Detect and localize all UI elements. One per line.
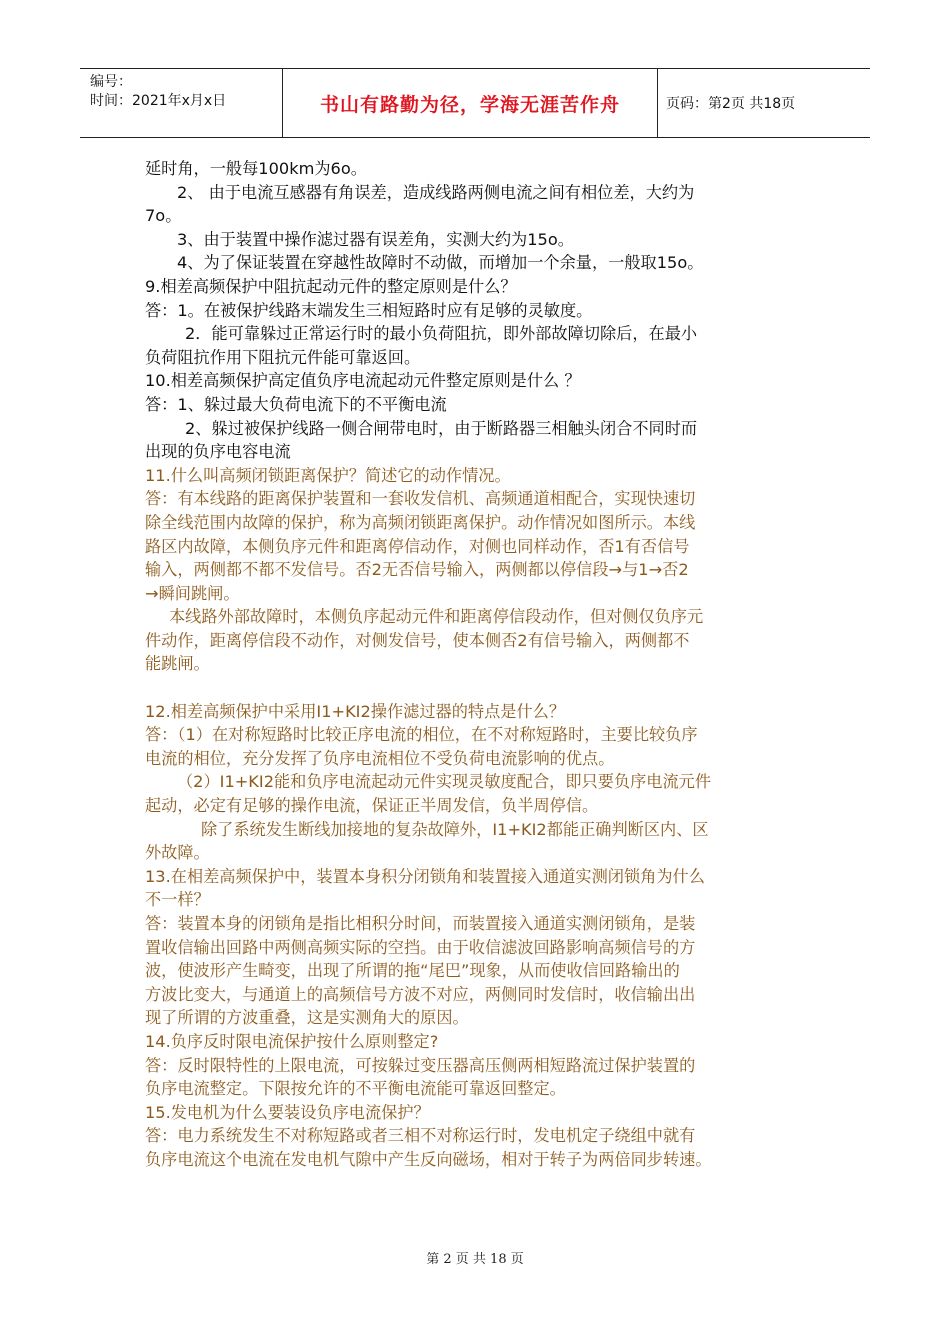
text-line: 9.相差高频保护中阻抗起动元件的整定原则是什么？ xyxy=(145,276,517,296)
text-line: 10.相差高频保护高定值负序电流起动元件整定原则是什么 ？ xyxy=(145,371,581,391)
document-body xyxy=(145,157,813,1172)
text-line: 负荷阻抗作用下阻抗元件能可靠返回。 xyxy=(145,347,421,367)
document-number: 编号： xyxy=(90,74,132,90)
text-line: 答：1。在被保护线路末端发生三相短路时应有足够的灵敏度。 xyxy=(145,300,593,320)
text-line: 现了所谓的方波重叠，这是实测角大的原因。 xyxy=(145,1008,469,1028)
text-line: 置收信输出回路中两侧高频实际的空挡。由于收信滤波回路影响高频信号的方 xyxy=(145,937,696,957)
text-line: 件动作，距离停信段不动作，对侧发信号，使本侧否2有信号输入，两侧都不 xyxy=(145,630,690,650)
document-date: 时间：2021年x月x日 xyxy=(90,93,227,109)
text-line: 方波比变大，与通道上的高频信号方波不对应，两侧同时发信时，收信输出出 xyxy=(145,984,696,1004)
page-footer: 第 2 页 共 18 页 xyxy=(426,1252,524,1267)
text-line: 除了系统发生断线加接地的复杂故障外，I1+KI2都能正确判断区内、区 xyxy=(201,819,709,839)
text-line: 延时角，一般每100km为6o。 xyxy=(145,159,367,178)
text-line: 路区内故障，本侧负序元件和距离停信动作，对侧也同样动作，否1有否信号 xyxy=(145,536,690,556)
text-line: 3、由于装置中操作滤过器有误差角，实测大约为15o。 xyxy=(177,229,574,249)
text-line: 4、为了保证装置在穿越性故障时不动做，而增加一个余量，一般取15o。 xyxy=(177,253,704,273)
text-line: 12.相差高频保护中采用I1+KI2操作滤过器的特点是什么？ xyxy=(145,701,566,721)
text-line: 2、躲过被保护线路一侧合闸带电时，由于断路器三相触头闭合不同时而 xyxy=(185,418,698,438)
header-page-info: 页码：第2页 共18页 xyxy=(666,96,796,112)
text-line: 答：电力系统发生不对称短路或者三相不对称运行时，发电机定子绕组中就有 xyxy=(145,1126,696,1146)
text-line: →瞬间跳闸。 xyxy=(145,583,240,603)
text-line: 出现的负序电容电流 xyxy=(145,442,291,462)
text-line: 14.负序反时限电流保护按什么原则整定? xyxy=(145,1031,439,1051)
text-line: 负序电流这个电流在发电机气隙中产生反向磁场，相对于转子为两倍同步转速。 xyxy=(145,1149,712,1169)
header-motto: 书山有路勤为径，学海无涯苦作舟 xyxy=(283,69,658,137)
text-line: 外故障。 xyxy=(145,843,210,863)
text-line: 答：1、躲过最大负荷电流下的不平衡电流 xyxy=(145,394,447,414)
text-line: 电流的相位，充分发挥了负序电流相位不受负荷电流影响的优点。 xyxy=(145,748,615,768)
text-line: 2．能可靠躲过正常运行时的最小负荷阻抗，即外部故障切除后，在最小 xyxy=(185,324,698,344)
text-line: 除全线范围内故障的保护，称为高频闭锁距离保护。动作情况如图所示。本线 xyxy=(145,512,696,532)
page-header xyxy=(80,68,870,138)
text-line: 答：有本线路的距离保护装置和一套收发信机、高频通道相配合，实现快速切 xyxy=(145,489,696,509)
text-line: 答：（1）在对称短路时比较正序电流的相位，在不对称短路时，主要比较负序 xyxy=(145,725,698,745)
text-line: 11.什么叫高频闭锁距离保护？简述它的动作情况。 xyxy=(145,465,511,485)
text-line: 起动，必定有足够的操作电流，保证正半周发信，负半周停信。 xyxy=(145,796,599,816)
blank-line xyxy=(145,676,813,700)
text-line: 答：反时限特性的上限电流，可按躲过变压器高压侧两相短路流过保护装置的 xyxy=(145,1055,696,1075)
text-line: 能跳闸。 xyxy=(145,654,210,674)
text-line: 13.在相差高频保护中，装置本身积分闭锁角和装置接入通道实测闭锁角为什么 xyxy=(145,866,705,886)
text-line: 7o。 xyxy=(145,206,182,226)
text-line: 波，使波形产生畸变，出现了所谓的拖“尾巴”现象，从而使收信回路输出的 xyxy=(145,961,680,981)
text-line: 2、 由于电流互感器有角误差，造成线路两侧电流之间有相位差，大约为 xyxy=(177,182,695,202)
text-line: 本线路外部故障时，本侧负序起动元件和距离停信段动作，但对侧仅负序元 xyxy=(169,607,704,627)
text-line: 不一样？ xyxy=(145,890,210,910)
header-meta xyxy=(80,69,283,137)
text-line: 输入，两侧都不都不发信号。否2无否信号输入，两侧都以停信段→与1→否2 xyxy=(145,560,689,580)
text-line: 负序电流整定。下限按允许的不平衡电流能可靠返回整定。 xyxy=(145,1079,566,1099)
text-line: 15.发电机为什么要装设负序电流保护？ xyxy=(145,1102,430,1122)
text-line: 答：装置本身的闭锁角是指比相积分时间，而装置接入通道实测闭锁角，是装 xyxy=(145,914,696,933)
text-line: （2）I1+KI2能和负序电流起动元件实现灵敏度配合，即只要负序电流元件 xyxy=(177,772,712,792)
